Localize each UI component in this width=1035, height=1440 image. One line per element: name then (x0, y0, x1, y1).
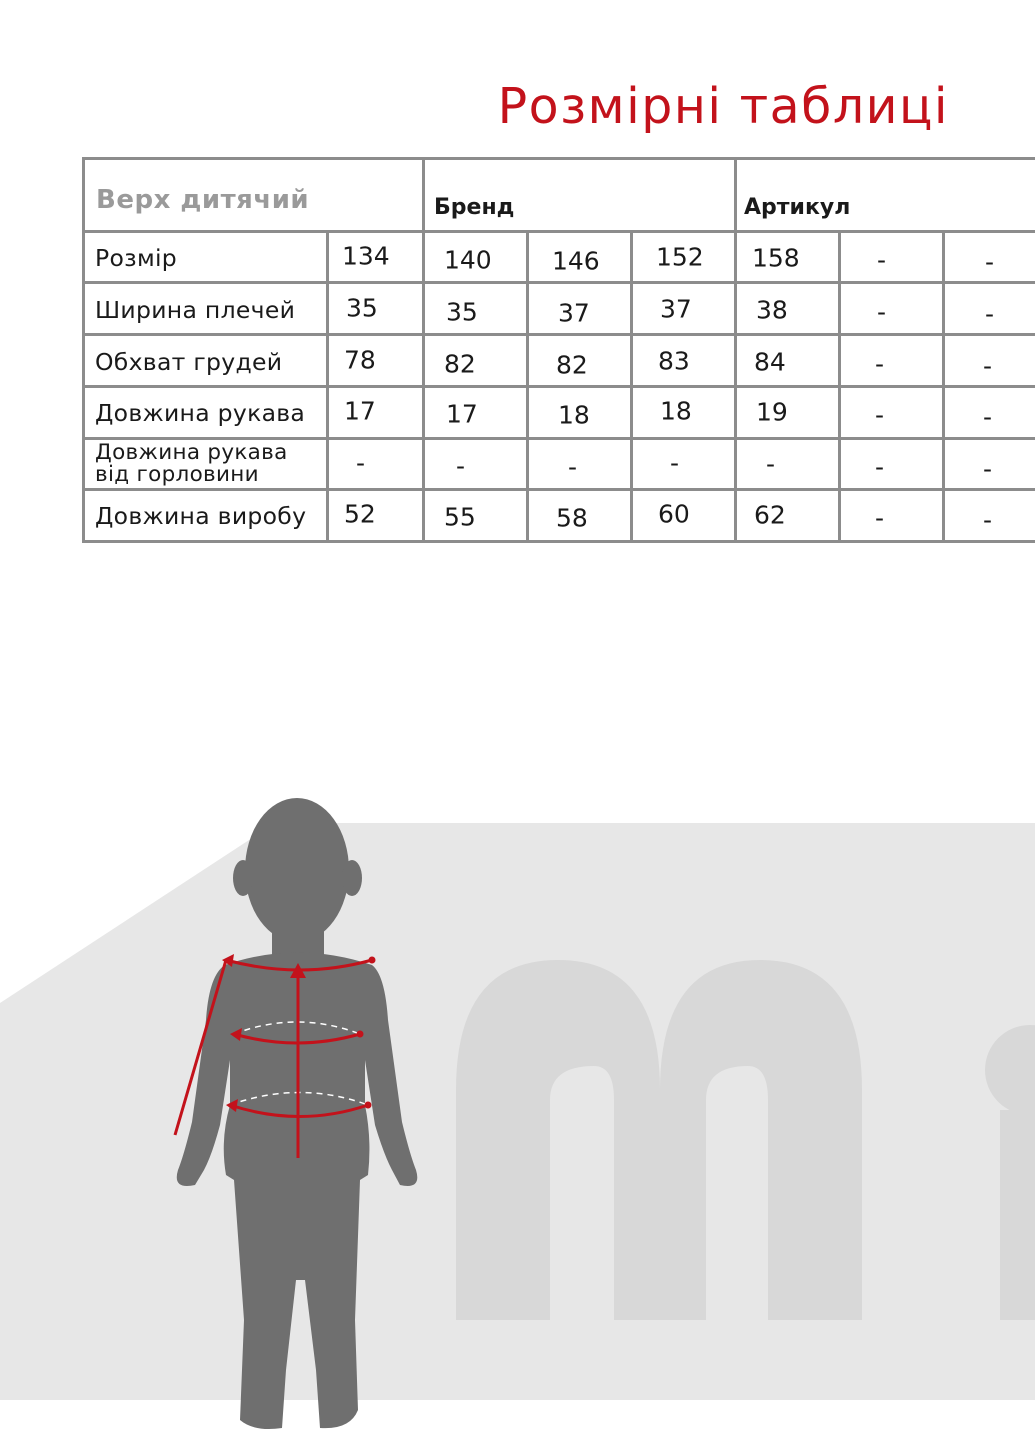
table-cell: - (877, 245, 887, 275)
table-cell: 17 (446, 399, 478, 429)
table-cell: - (983, 505, 993, 535)
row-label-line: від горловини (95, 462, 259, 487)
table-cell: 60 (658, 499, 690, 529)
table-cell: - (983, 454, 993, 484)
table-cell: 62 (754, 500, 786, 530)
table-cell: - (875, 452, 885, 482)
table-cell: 35 (446, 297, 478, 327)
table-cell: - (985, 247, 995, 277)
table-border-top (82, 157, 1035, 160)
illustration (0, 760, 1035, 1440)
table-cell: 18 (558, 400, 590, 430)
table-cell: - (568, 452, 578, 482)
table-col-divider (734, 157, 737, 543)
row-label-sleeve-from-neck (95, 442, 288, 486)
row-label-shoulder-width: Ширина плечей (95, 296, 296, 324)
brand-logo-watermark (0, 823, 1035, 1440)
table-cell: 55 (444, 502, 476, 532)
row-label-sleeve-length: Довжина рукава (95, 399, 306, 427)
table-cell: - (875, 400, 885, 430)
table-cell: 146 (552, 246, 600, 276)
table-cell: 82 (556, 350, 588, 380)
table-row-divider (82, 230, 1035, 233)
table-col-divider (422, 157, 425, 543)
table-cell: - (875, 349, 885, 379)
table-cell: - (356, 448, 366, 478)
table-cell: - (983, 402, 993, 432)
article-label: Артикул (744, 195, 851, 220)
table-cell: - (877, 297, 887, 327)
table-col-divider (526, 230, 529, 543)
size-table (82, 157, 1035, 543)
table-cell: 37 (558, 298, 590, 328)
table-cell: - (875, 503, 885, 533)
table-cell: 37 (660, 294, 692, 324)
table-cell: - (670, 448, 680, 478)
table-cell: - (983, 351, 993, 381)
table-cell: 19 (756, 397, 788, 427)
page-title: Розмірні таблиці (497, 78, 949, 135)
table-row-divider (82, 333, 1035, 336)
table-cell: 140 (444, 245, 492, 275)
table-border-left (82, 157, 85, 543)
table-col-divider (326, 230, 329, 543)
table-cell: 83 (658, 346, 690, 376)
table-cell: 18 (660, 396, 692, 426)
table-cell: 17 (344, 396, 376, 426)
table-border-bottom (82, 540, 1035, 543)
table-cell: 52 (344, 499, 376, 529)
table-row-divider (82, 488, 1035, 491)
category-label: Верх дитячий (96, 185, 310, 215)
table-row-divider (82, 385, 1035, 388)
table-col-divider (630, 230, 633, 543)
table-cell: 35 (346, 293, 378, 323)
table-cell: - (766, 449, 776, 479)
row-label-line: Довжина рукава (95, 440, 288, 465)
table-cell: 38 (756, 295, 788, 325)
brand-label: Бренд (434, 195, 515, 220)
table-cell: 78 (344, 345, 376, 375)
table-cell: - (456, 451, 466, 481)
row-label-size: Розмір (95, 244, 178, 272)
table-cell: - (985, 299, 995, 329)
table-col-divider (942, 230, 945, 543)
table-cell: 82 (444, 349, 476, 379)
table-row-divider (82, 281, 1035, 284)
table-cell: 58 (556, 503, 588, 533)
table-cell: 134 (342, 241, 390, 271)
row-label-garment-length: Довжина виробу (95, 502, 307, 530)
table-cell: 84 (754, 347, 786, 377)
table-cell: 152 (656, 242, 704, 272)
table-col-divider (838, 230, 841, 543)
row-label-chest: Обхват грудей (95, 348, 283, 376)
table-cell: 158 (752, 243, 800, 273)
